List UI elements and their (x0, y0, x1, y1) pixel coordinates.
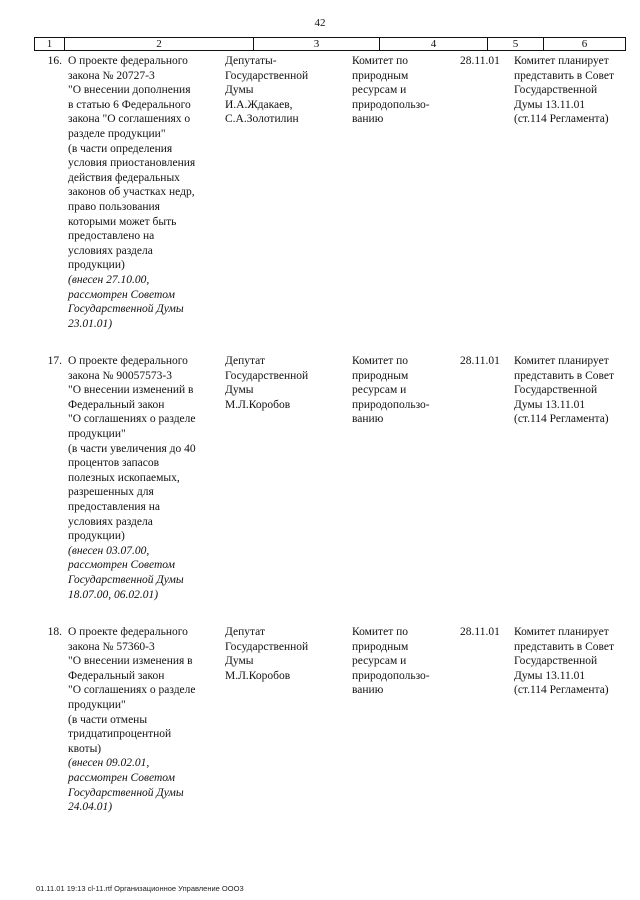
page-number: 42 (314, 17, 326, 29)
responsible-committee: Комитет по природным ресурсам и природопользо- ванию (352, 626, 430, 697)
row-note: Комитет планирует представить в Совет Государственной Думы 13.11.01 (ст.114 Регламента) (514, 355, 615, 426)
responsible-committee: Комитет по природным ресурсам и природопользо- ванию (352, 355, 430, 426)
header-col-1: 1 (35, 38, 65, 50)
header-col-5: 5 (488, 38, 544, 50)
bill-status: (внесен 03.07.00, рассмотрен Советом Государственной Думы 18.07.00, 06.02.01) (68, 544, 184, 601)
row-note: Комитет планирует представить в Совет Государственной Думы 13.11.01 (ст.114 Регламента) (514, 626, 615, 697)
consideration-date: 28.11.01 (460, 355, 500, 367)
table-header-row (34, 37, 626, 51)
bill-title: О проекте федерального закона № 57360-3 "О внесении изменения в Федеральный закон "О соглашениях о разделе продукции" (в части отмены тридцатипроцентной квоты) (68, 626, 196, 755)
bill-authors: Депутаты- Государственной Думы И.А.Ждакаев, С.А.Золотилин (225, 55, 309, 126)
consideration-date: 28.11.01 (460, 55, 500, 67)
header-col-2: 2 (65, 38, 254, 50)
row-note: Комитет планирует представить в Совет Государственной Думы 13.11.01 (ст.114 Регламента) (514, 55, 615, 126)
bill-description (68, 625, 218, 815)
header-col-3: 3 (254, 38, 380, 50)
row-number: 16. (47, 55, 62, 67)
bill-status: (внесен 27.10.00, рассмотрен Советом Государственной Думы 23.01.01) (68, 273, 184, 330)
bill-authors: Депутат Государственной Думы М.Л.Коробов (225, 355, 309, 411)
bill-title: О проекте федерального закона № 90057573-3 "О внесении изменений в Федеральный закон "О соглашениях о разделе продукции" (в части увеличения до 40 процентов запасов полезных ископаемых, разрешенных для предоставления на условиях раздела продукции) (68, 355, 196, 543)
header-col-4: 4 (380, 38, 488, 50)
bill-authors: Депутат Государственной Думы М.Л.Коробов (225, 626, 309, 682)
page-footer: 01.11.01 19:13 cl-11.rtf Организационное Управление ООО3 (36, 884, 244, 893)
bill-description (68, 354, 218, 602)
consideration-date: 28.11.01 (460, 626, 500, 638)
bill-status: (внесен 09.02.01, рассмотрен Советом Государственной Думы 24.04.01) (68, 757, 184, 814)
header-col-6: 6 (581, 38, 588, 50)
bill-description (68, 54, 218, 331)
row-number: 18. (47, 626, 62, 638)
responsible-committee: Комитет по природным ресурсам и природопользо- ванию (352, 55, 430, 126)
bill-title: О проекте федерального закона № 20727-3 "О внесении дополнения в статью 6 Федерального закона "О соглашениях о разделе продукции" (в части определения условия приостановления действия федеральных законов об участках недр, право пользования которыми может быть предоставлено на условиях раздела продукции) (68, 55, 196, 272)
row-number: 17. (47, 355, 62, 367)
